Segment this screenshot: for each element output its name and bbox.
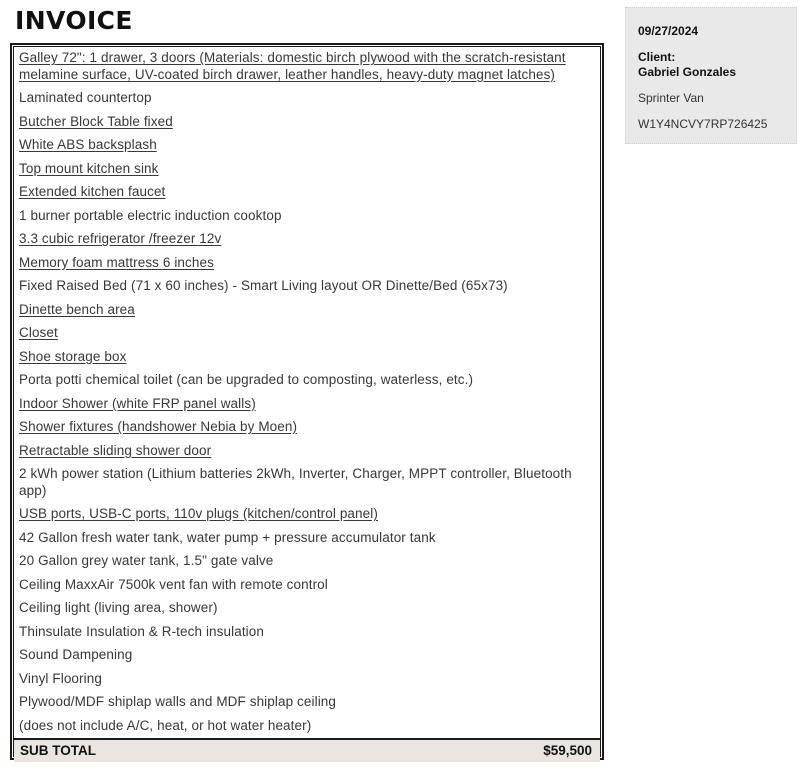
line-item: Retractable sliding shower door bbox=[19, 442, 212, 458]
line-item: Ceiling light (living area, shower) bbox=[19, 600, 218, 615]
line-item: Galley 72": 1 drawer, 3 doors (Materials: domestic birch plywood with the scratch-resistant melamine surface, UV-coated birch drawer, leather handles, heavy-duty magnet latches) bbox=[19, 50, 566, 82]
vehicle-vin: W1Y4NCVY7RP726425 bbox=[638, 117, 768, 131]
line-item: 42 Gallon fresh water tank, water pump + pressure accumulator tank bbox=[19, 529, 436, 545]
line-item: Shower fixtures (handshower Nebia by Moen) bbox=[19, 419, 298, 434]
line-item: Extended kitchen faucet bbox=[19, 184, 166, 199]
subtotal-value: $59,500 bbox=[543, 743, 592, 758]
line-item: 1 burner portable electric induction cooktop bbox=[19, 207, 282, 223]
line-item: 3.3 cubic refrigerator /freezer 12v bbox=[19, 231, 222, 246]
line-item: 20 Gallon grey water tank, 1.5" gate valve bbox=[19, 553, 274, 568]
line-item: Porta potti chemical toilet (can be upgraded to composting, waterless, etc.) bbox=[19, 372, 474, 387]
client-name: Gabriel Gonzales bbox=[638, 65, 737, 79]
line-item: Fixed Raised Bed (71 x 60 inches) - Smart Living layout OR Dinette/Bed (65x73) bbox=[19, 278, 508, 293]
invoice-table bbox=[10, 43, 604, 760]
invoice-table-inner bbox=[13, 46, 601, 757]
line-item: (does not include A/C, heat, or hot water heater) bbox=[19, 717, 312, 733]
client-label: Client: bbox=[638, 50, 676, 64]
line-item: Shoe storage box bbox=[19, 348, 127, 364]
vehicle-name: Sprinter Van bbox=[638, 91, 704, 105]
line-item: Laminated countertop bbox=[19, 90, 152, 105]
subtotal-label: SUB TOTAL bbox=[20, 743, 96, 758]
client-block bbox=[638, 50, 784, 80]
line-item: 2 kWh power station (Lithium batteries 2kWh, Inverter, Charger, MPPT controller, Bluetooth app) bbox=[19, 466, 572, 498]
line-item: Closet bbox=[19, 325, 58, 340]
line-item: Dinette bench area bbox=[19, 301, 135, 317]
line-item: Thinsulate Insulation & R-tech insulation bbox=[19, 623, 264, 639]
line-item: Butcher Block Table fixed bbox=[19, 113, 173, 129]
line-item: Plywood/MDF shiplap walls and MDF shiplap ceiling bbox=[19, 694, 337, 709]
line-item: Indoor Shower (white FRP panel walls) bbox=[19, 395, 256, 411]
line-item: White ABS backsplash bbox=[19, 137, 157, 152]
line-item: Top mount kitchen sink bbox=[19, 160, 159, 176]
line-item: USB ports, USB-C ports, 110v plugs (kitchen/control panel) bbox=[19, 506, 378, 521]
invoice-date: 09/27/2024 bbox=[638, 24, 699, 38]
subtotal-row bbox=[14, 738, 600, 762]
line-item: Ceiling MaxxAir 7500k vent fan with remote control bbox=[19, 576, 328, 592]
invoice-info-box bbox=[625, 7, 797, 144]
line-item: Memory foam mattress 6 inches bbox=[19, 254, 214, 270]
page-title: INVOICE bbox=[15, 6, 133, 35]
invoice-items bbox=[14, 47, 600, 738]
line-item: Vinyl Flooring bbox=[19, 670, 102, 686]
line-item: Sound Dampening bbox=[19, 647, 133, 662]
